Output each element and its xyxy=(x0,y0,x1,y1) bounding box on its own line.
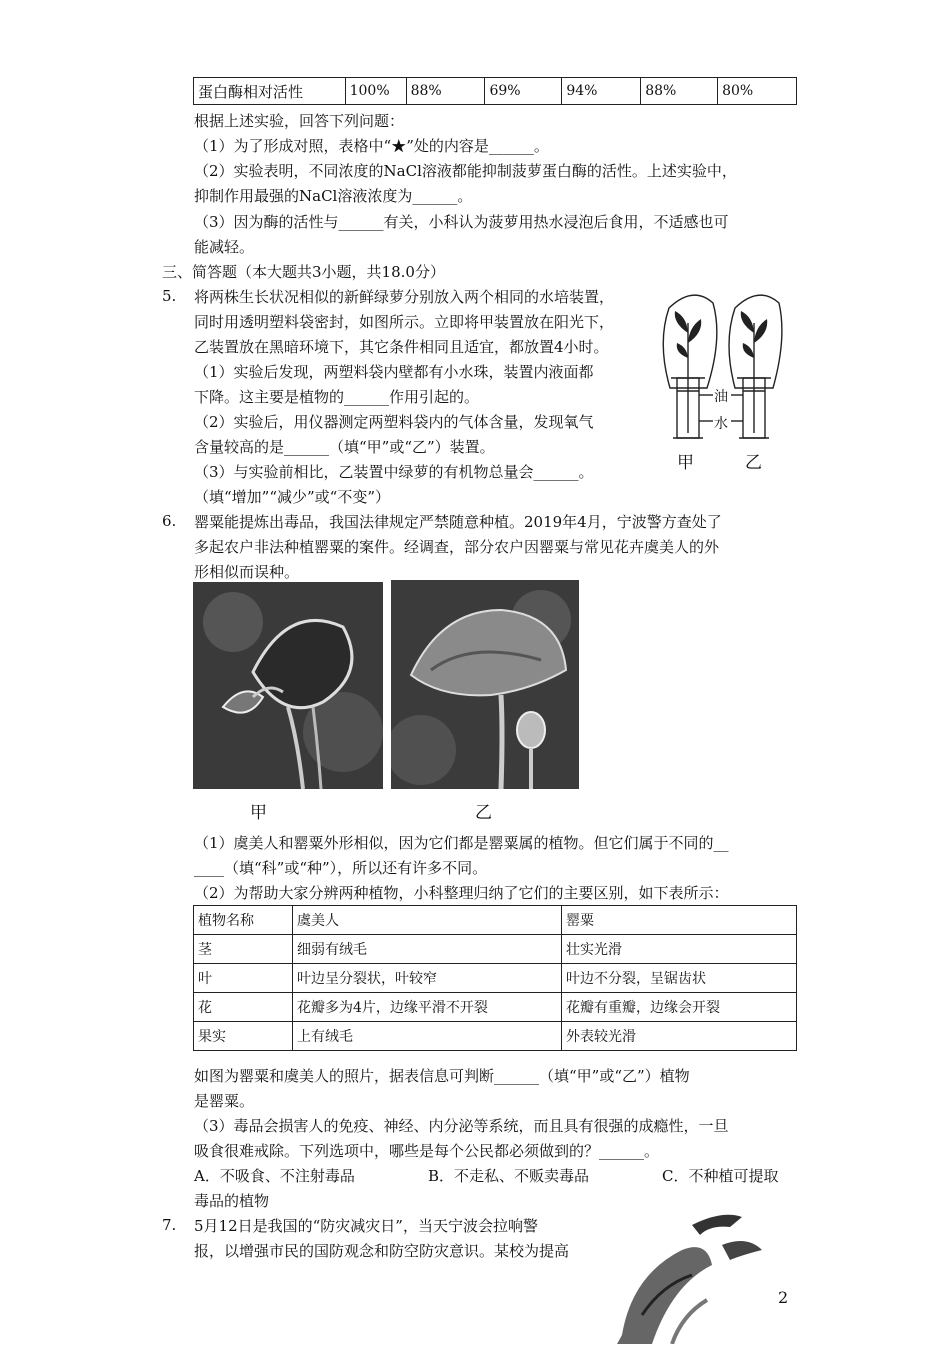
figure-label-yi: 乙 xyxy=(745,453,762,473)
table-cell: 叶 xyxy=(194,964,293,993)
hydroponic-figure xyxy=(655,283,790,473)
photo-poppy-jia xyxy=(193,582,383,789)
plant-bags-illustration xyxy=(655,283,790,473)
q5-line: 将两株生长状况相似的新鲜绿萝分别放入两个相同的水培装置， xyxy=(194,288,615,306)
page-number: 2 xyxy=(778,1288,789,1307)
table-cell: 花瓣有重瓣，边缘会开裂 xyxy=(562,993,797,1022)
q6-sub-line: （2）为帮助大家分辨两种植物，小科整理归纳了它们的主要区别，如下表所示： xyxy=(194,884,729,902)
q5-line: （3）与实验前相比，乙装置中绿萝的有机物总量会______。 xyxy=(194,463,594,481)
table-row xyxy=(194,935,797,964)
table-value-cell: 88% xyxy=(406,78,485,105)
table-header-cell: 植物名称 xyxy=(194,906,293,935)
q5-line: （填“增加”“减少”或“不变”） xyxy=(194,488,391,506)
table-cell: 壮实光滑 xyxy=(562,935,797,964)
table-cell: 叶边呈分裂状，叶较窄 xyxy=(293,964,562,993)
table-cell: 茎 xyxy=(194,935,293,964)
q5-line: 含量较高的是______（填“甲”或“乙”）装置。 xyxy=(194,438,495,456)
plant-comparison-table xyxy=(193,905,797,1051)
q4-intro: 根据上述实验，回答下列问题： xyxy=(194,112,405,130)
siren-illustration xyxy=(612,1205,792,1344)
table-value-cell: 100% xyxy=(345,78,406,105)
table-cell: 细弱有绒毛 xyxy=(293,935,562,964)
table-header-cell: 虞美人 xyxy=(293,906,562,935)
table-label-cell: 蛋白酶相对活性 xyxy=(194,78,346,105)
table-header-cell: 罂粟 xyxy=(562,906,797,935)
q6-line: 形相似而误种。 xyxy=(194,563,300,581)
q4-line: （2）实验表明，不同浓度的NaCl溶液都能抑制菠萝蛋白酶的活性。上述实验中， xyxy=(194,162,737,180)
option-c: C．不种植可提取 xyxy=(662,1167,779,1185)
table-header-row xyxy=(194,906,797,935)
enzyme-activity-table xyxy=(193,77,797,105)
flower-photo-jia xyxy=(193,582,383,789)
option-b: B．不走私、不贩卖毒品 xyxy=(428,1167,590,1185)
q6-line: 罂粟能提炼出毒品，我国法律规定严禁随意种植。2019年4月，宁波警方查处了 xyxy=(194,513,722,531)
photo-poppy-yi xyxy=(391,580,579,789)
photo-label-yi: 乙 xyxy=(475,803,492,823)
q6-after-line: 吸食很难戒除。下列选项中，哪些是每个公民都必须做到的？______。 xyxy=(194,1142,660,1160)
flower-photo-yi xyxy=(391,580,579,789)
option-c-continued: 毒品的植物 xyxy=(194,1192,270,1210)
table-cell: 果实 xyxy=(194,1022,293,1051)
table-value-cell: 80% xyxy=(718,78,797,105)
q6-after-line: 是罂粟。 xyxy=(194,1092,255,1110)
table-value-cell: 94% xyxy=(562,78,641,105)
table-cell: 花瓣多为4片，边缘平滑不开裂 xyxy=(293,993,562,1022)
table-row xyxy=(194,964,797,993)
q6-after-line: （3）毒品会损害人的免疫、神经、内分泌等系统，而且具有很强的成瘾性，一旦 xyxy=(194,1117,729,1135)
q6-sub-line: （1）虞美人和罂粟外形相似，因为它们都是罂粟属的植物。但它们属于不同的__ xyxy=(194,834,729,852)
siren-figure xyxy=(612,1205,792,1344)
q4-line: （3）因为酶的活性与______有关，小科认为菠萝用热水浸泡后食用，不适感也可 xyxy=(194,213,729,231)
q4-line: 能减轻。 xyxy=(194,238,255,256)
table-row xyxy=(194,993,797,1022)
q6-after-line: 如图为罂粟和虞美人的照片，据表信息可判断______（填“甲”或“乙”）植物 xyxy=(194,1067,690,1085)
q6-sub-line: ____（填“科”或“种”），所以还有许多不同。 xyxy=(194,859,488,877)
q7-line: 5月12日是我国的“防灾减灾日”，当天宁波会拉响警 xyxy=(194,1217,538,1235)
option-a: A．不吸食、不注射毒品 xyxy=(194,1167,355,1185)
photo-label-jia: 甲 xyxy=(250,803,267,823)
q5-line: 下降。这主要是植物的______作用引起的。 xyxy=(194,388,480,406)
q7-line: 报，以增强市民的国防观念和防空防灾意识。某校为提高 xyxy=(194,1242,570,1260)
table-cell: 外表较光滑 xyxy=(562,1022,797,1051)
q5-line: 同时用透明塑料袋密封，如图所示。立即将甲装置放在阳光下， xyxy=(194,313,615,331)
table-value-cell: 88% xyxy=(641,78,718,105)
table-cell: 叶边不分裂，呈锯齿状 xyxy=(562,964,797,993)
section-title: 三、简答题（本大题共3小题，共18.0分） xyxy=(162,263,445,281)
water-label: 水 xyxy=(714,416,728,432)
question-number: 5. xyxy=(162,287,177,305)
figure-label-jia: 甲 xyxy=(677,453,694,473)
q5-line: （2）实验后，用仪器测定两塑料袋内的气体含量，发现氧气 xyxy=(194,413,594,431)
oil-label: 油 xyxy=(714,389,728,405)
table-cell: 上有绒毛 xyxy=(293,1022,562,1051)
q4-line: 抑制作用最强的NaCl溶液浓度为______。 xyxy=(194,187,473,205)
question-number: 6. xyxy=(162,512,177,530)
q6-line: 多起农户非法种植罂粟的案件。经调查，部分农户因罂粟与常见花卉虞美人的外 xyxy=(194,538,720,556)
q5-line: 乙装置放在黑暗环境下，其它条件相同且适宜，都放置4小时。 xyxy=(194,338,609,356)
q5-line: （1）实验后发现，两塑料袋内壁都有小水珠，装置内液面都 xyxy=(194,363,594,381)
q4-line: （1）为了形成对照，表格中“★”处的内容是______。 xyxy=(194,137,549,155)
table-row xyxy=(194,1022,797,1051)
table-cell: 花 xyxy=(194,993,293,1022)
question-number: 7. xyxy=(162,1216,177,1234)
table-value-cell: 69% xyxy=(485,78,562,105)
